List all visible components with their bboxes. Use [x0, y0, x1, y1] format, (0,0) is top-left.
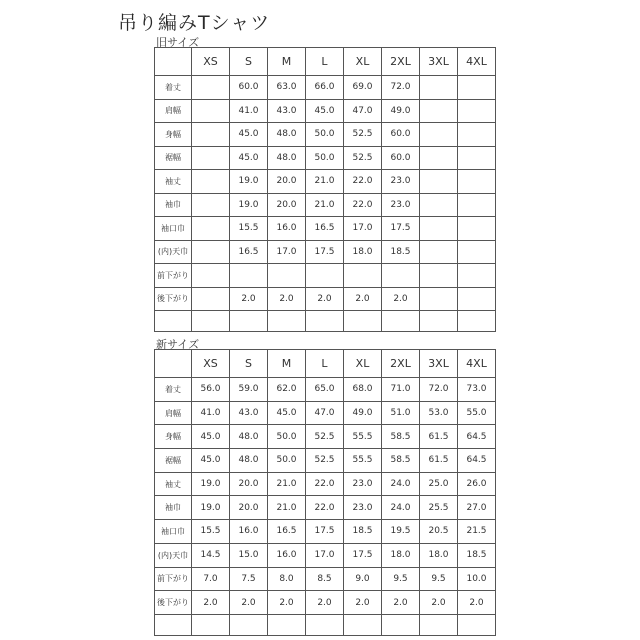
measurement-value [458, 287, 496, 311]
measurement-value [192, 287, 230, 311]
measurement-value: 16.0 [268, 543, 306, 567]
table-row [155, 76, 496, 100]
measurement-value [268, 264, 306, 288]
corner-cell [155, 350, 192, 378]
measurement-value: 16.5 [230, 240, 268, 264]
measurement-value [458, 146, 496, 170]
measurement-value: 24.0 [382, 496, 420, 520]
blank-cell [344, 614, 382, 635]
measurement-value: 61.5 [420, 425, 458, 449]
measurement-value: 16.0 [268, 217, 306, 241]
measurement-value: 20.0 [230, 496, 268, 520]
measurement-value: 9.5 [382, 567, 420, 591]
measurement-value: 41.0 [230, 99, 268, 123]
measurement-value [458, 123, 496, 147]
measurement-value [306, 264, 344, 288]
measurement-value [420, 170, 458, 194]
size-header: M [268, 350, 306, 378]
measurement-value: 73.0 [458, 378, 496, 402]
measurement-value: 50.0 [306, 123, 344, 147]
measurement-value: 72.0 [420, 378, 458, 402]
measurement-value: 50.0 [306, 146, 344, 170]
measurement-value: 48.0 [230, 449, 268, 473]
measurement-value: 15.5 [192, 520, 230, 544]
measurement-value: 14.5 [192, 543, 230, 567]
measurement-value: 23.0 [344, 496, 382, 520]
measurement-value: 59.0 [230, 378, 268, 402]
table-row [155, 193, 496, 217]
measurement-label: 袖口巾 [155, 217, 192, 241]
measurement-value: 22.0 [344, 193, 382, 217]
size-header: 4XL [458, 48, 496, 76]
measurement-label: 袖口巾 [155, 520, 192, 544]
table-row [155, 264, 496, 288]
measurement-value: 18.5 [382, 240, 420, 264]
size-header: 4XL [458, 350, 496, 378]
measurement-value: 41.0 [192, 401, 230, 425]
measurement-label: 前下がり [155, 264, 192, 288]
measurement-value: 2.0 [382, 591, 420, 615]
measurement-value: 7.5 [230, 567, 268, 591]
measurement-value: 17.5 [306, 240, 344, 264]
measurement-value: 22.0 [306, 496, 344, 520]
measurement-value: 63.0 [268, 76, 306, 100]
measurement-value: 2.0 [344, 591, 382, 615]
size-header: S [230, 48, 268, 76]
measurement-value: 52.5 [306, 425, 344, 449]
measurement-value [192, 170, 230, 194]
measurement-value: 15.0 [230, 543, 268, 567]
blank-cell [192, 311, 230, 332]
measurement-value: 22.0 [344, 170, 382, 194]
measurement-value [458, 99, 496, 123]
measurement-value: 18.5 [344, 520, 382, 544]
measurement-value [420, 264, 458, 288]
measurement-value: 17.5 [382, 217, 420, 241]
measurement-value: 51.0 [382, 401, 420, 425]
measurement-value: 45.0 [230, 123, 268, 147]
measurement-value: 19.0 [192, 472, 230, 496]
measurement-value [192, 76, 230, 100]
blank-cell [382, 311, 420, 332]
measurement-value: 2.0 [344, 287, 382, 311]
measurement-value: 55.5 [344, 449, 382, 473]
measurement-value: 47.0 [306, 401, 344, 425]
measurement-value [458, 76, 496, 100]
measurement-value: 64.5 [458, 449, 496, 473]
measurement-value: 62.0 [268, 378, 306, 402]
measurement-value: 17.0 [306, 543, 344, 567]
measurement-value [458, 264, 496, 288]
measurement-value: 23.0 [382, 170, 420, 194]
measurement-value: 25.5 [420, 496, 458, 520]
measurement-value: 45.0 [268, 401, 306, 425]
table-row [155, 496, 496, 520]
blank-cell [192, 614, 230, 635]
measurement-value: 7.0 [192, 567, 230, 591]
table-row [155, 567, 496, 591]
table-row [155, 591, 496, 615]
corner-cell [155, 48, 192, 76]
measurement-label: 裾幅 [155, 449, 192, 473]
table-row [155, 520, 496, 544]
size-header: XL [344, 48, 382, 76]
measurement-value: 71.0 [382, 378, 420, 402]
measurement-value: 2.0 [306, 287, 344, 311]
measurement-value: 2.0 [306, 591, 344, 615]
measurement-value: 21.5 [458, 520, 496, 544]
measurement-value: 47.0 [344, 99, 382, 123]
table-row [155, 401, 496, 425]
blank-cell [230, 311, 268, 332]
measurement-value: 2.0 [230, 591, 268, 615]
measurement-value: 48.0 [268, 146, 306, 170]
table-row [155, 170, 496, 194]
measurement-value [458, 193, 496, 217]
measurement-value: 9.0 [344, 567, 382, 591]
measurement-value: 17.0 [344, 217, 382, 241]
measurement-value: 22.0 [306, 472, 344, 496]
measurement-value: 16.0 [230, 520, 268, 544]
measurement-value [420, 99, 458, 123]
blank-cell [382, 614, 420, 635]
blank-cell [458, 311, 496, 332]
measurement-value: 23.0 [382, 193, 420, 217]
table-row [155, 543, 496, 567]
measurement-value [420, 240, 458, 264]
measurement-value: 8.0 [268, 567, 306, 591]
measurement-label: 袖丈 [155, 472, 192, 496]
measurement-label: 袖巾 [155, 496, 192, 520]
measurement-label: 前下がり [155, 567, 192, 591]
measurement-value: 8.5 [306, 567, 344, 591]
measurement-label: (内)天巾 [155, 543, 192, 567]
measurement-label: 身幅 [155, 425, 192, 449]
measurement-value: 48.0 [268, 123, 306, 147]
measurement-value: 65.0 [306, 378, 344, 402]
measurement-label: (内)天巾 [155, 240, 192, 264]
measurement-value: 55.0 [458, 401, 496, 425]
blank-cell [230, 614, 268, 635]
measurement-value [192, 217, 230, 241]
table-header-row [155, 48, 496, 76]
measurement-value: 66.0 [306, 76, 344, 100]
size-header: 3XL [420, 350, 458, 378]
size-header: 2XL [382, 48, 420, 76]
table-row [155, 217, 496, 241]
measurement-value [192, 123, 230, 147]
measurement-value: 15.5 [230, 217, 268, 241]
measurement-value: 49.0 [382, 99, 420, 123]
measurement-value [192, 193, 230, 217]
measurement-value: 45.0 [306, 99, 344, 123]
measurement-label: 肩幅 [155, 99, 192, 123]
blank-cell [268, 614, 306, 635]
measurement-label: 身幅 [155, 123, 192, 147]
measurement-value: 50.0 [268, 449, 306, 473]
table-row [155, 146, 496, 170]
table-row [155, 287, 496, 311]
measurement-label: 袖巾 [155, 193, 192, 217]
measurement-value: 23.0 [344, 472, 382, 496]
size-header: XS [192, 350, 230, 378]
measurement-value: 9.5 [420, 567, 458, 591]
measurement-value: 20.5 [420, 520, 458, 544]
measurement-value [192, 264, 230, 288]
measurement-value: 24.0 [382, 472, 420, 496]
blank-cell [268, 311, 306, 332]
measurement-value [192, 99, 230, 123]
measurement-value: 52.5 [344, 123, 382, 147]
measurement-value: 60.0 [230, 76, 268, 100]
size-header: S [230, 350, 268, 378]
measurement-value [420, 287, 458, 311]
measurement-value: 45.0 [192, 425, 230, 449]
blank-cell [344, 311, 382, 332]
measurement-value [420, 123, 458, 147]
measurement-value: 21.0 [268, 472, 306, 496]
measurement-value [420, 193, 458, 217]
table-row [155, 240, 496, 264]
measurement-label: 後下がり [155, 591, 192, 615]
blank-cell [306, 614, 344, 635]
blank-cell [306, 311, 344, 332]
measurement-value: 48.0 [230, 425, 268, 449]
measurement-label: 着丈 [155, 76, 192, 100]
measurement-value [192, 146, 230, 170]
measurement-value: 45.0 [192, 449, 230, 473]
measurement-value: 2.0 [382, 287, 420, 311]
measurement-value: 16.5 [268, 520, 306, 544]
measurement-value: 49.0 [344, 401, 382, 425]
blank-cell [458, 614, 496, 635]
measurement-value: 25.0 [420, 472, 458, 496]
old-size-table [154, 47, 496, 332]
old-size-label: 旧サイズ [156, 36, 200, 49]
measurement-value: 61.5 [420, 449, 458, 473]
measurement-value: 2.0 [268, 591, 306, 615]
blank-cell [420, 311, 458, 332]
table-row [155, 425, 496, 449]
measurement-value: 27.0 [458, 496, 496, 520]
measurement-label: 袖丈 [155, 170, 192, 194]
measurement-value: 60.0 [382, 123, 420, 147]
blank-row [155, 311, 496, 332]
measurement-value: 50.0 [268, 425, 306, 449]
size-header: 2XL [382, 350, 420, 378]
measurement-value: 20.0 [230, 472, 268, 496]
measurement-value: 20.0 [268, 170, 306, 194]
measurement-value: 43.0 [230, 401, 268, 425]
measurement-value [420, 217, 458, 241]
measurement-value: 45.0 [230, 146, 268, 170]
measurement-value: 2.0 [192, 591, 230, 615]
table-row [155, 123, 496, 147]
measurement-value: 55.5 [344, 425, 382, 449]
measurement-value: 58.5 [382, 449, 420, 473]
measurement-value: 18.5 [458, 543, 496, 567]
measurement-value: 19.0 [230, 170, 268, 194]
measurement-value: 69.0 [344, 76, 382, 100]
size-header: 3XL [420, 48, 458, 76]
measurement-value [230, 264, 268, 288]
measurement-value [192, 240, 230, 264]
measurement-value: 20.0 [268, 193, 306, 217]
measurement-value: 19.0 [230, 193, 268, 217]
table-header-row [155, 350, 496, 378]
measurement-value [458, 170, 496, 194]
measurement-label: 裾幅 [155, 146, 192, 170]
measurement-value: 19.0 [192, 496, 230, 520]
measurement-value: 10.0 [458, 567, 496, 591]
measurement-value: 19.5 [382, 520, 420, 544]
measurement-value: 21.0 [268, 496, 306, 520]
measurement-value: 18.0 [420, 543, 458, 567]
measurement-value: 18.0 [344, 240, 382, 264]
new-size-label: 新サイズ [156, 338, 200, 351]
measurement-label: 肩幅 [155, 401, 192, 425]
measurement-value: 21.0 [306, 170, 344, 194]
measurement-value: 2.0 [458, 591, 496, 615]
measurement-value [458, 240, 496, 264]
measurement-value: 16.5 [306, 217, 344, 241]
measurement-value: 17.5 [306, 520, 344, 544]
measurement-value [344, 264, 382, 288]
measurement-value: 60.0 [382, 146, 420, 170]
size-header: XL [344, 350, 382, 378]
measurement-value: 18.0 [382, 543, 420, 567]
measurement-value: 2.0 [268, 287, 306, 311]
table-row [155, 472, 496, 496]
measurement-value: 17.5 [344, 543, 382, 567]
measurement-value: 2.0 [230, 287, 268, 311]
measurement-value: 64.5 [458, 425, 496, 449]
measurement-value [420, 146, 458, 170]
measurement-value: 53.0 [420, 401, 458, 425]
size-header: M [268, 48, 306, 76]
measurement-label: 後下がり [155, 287, 192, 311]
measurement-value: 52.5 [344, 146, 382, 170]
measurement-value: 21.0 [306, 193, 344, 217]
measurement-value [420, 76, 458, 100]
blank-cell [155, 614, 192, 635]
table-row [155, 449, 496, 473]
measurement-label: 着丈 [155, 378, 192, 402]
measurement-value: 72.0 [382, 76, 420, 100]
measurement-value: 26.0 [458, 472, 496, 496]
measurement-value: 58.5 [382, 425, 420, 449]
table-row [155, 99, 496, 123]
blank-cell [420, 614, 458, 635]
measurement-value: 2.0 [420, 591, 458, 615]
page-title: 吊り編みTシャツ [118, 12, 271, 34]
size-header: XS [192, 48, 230, 76]
measurement-value: 52.5 [306, 449, 344, 473]
blank-row [155, 614, 496, 635]
measurement-value: 56.0 [192, 378, 230, 402]
size-header: L [306, 48, 344, 76]
table-row [155, 378, 496, 402]
measurement-value: 17.0 [268, 240, 306, 264]
measurement-value [458, 217, 496, 241]
new-size-table [154, 349, 496, 636]
size-header: L [306, 350, 344, 378]
measurement-value [382, 264, 420, 288]
blank-cell [155, 311, 192, 332]
measurement-value: 68.0 [344, 378, 382, 402]
measurement-value: 43.0 [268, 99, 306, 123]
